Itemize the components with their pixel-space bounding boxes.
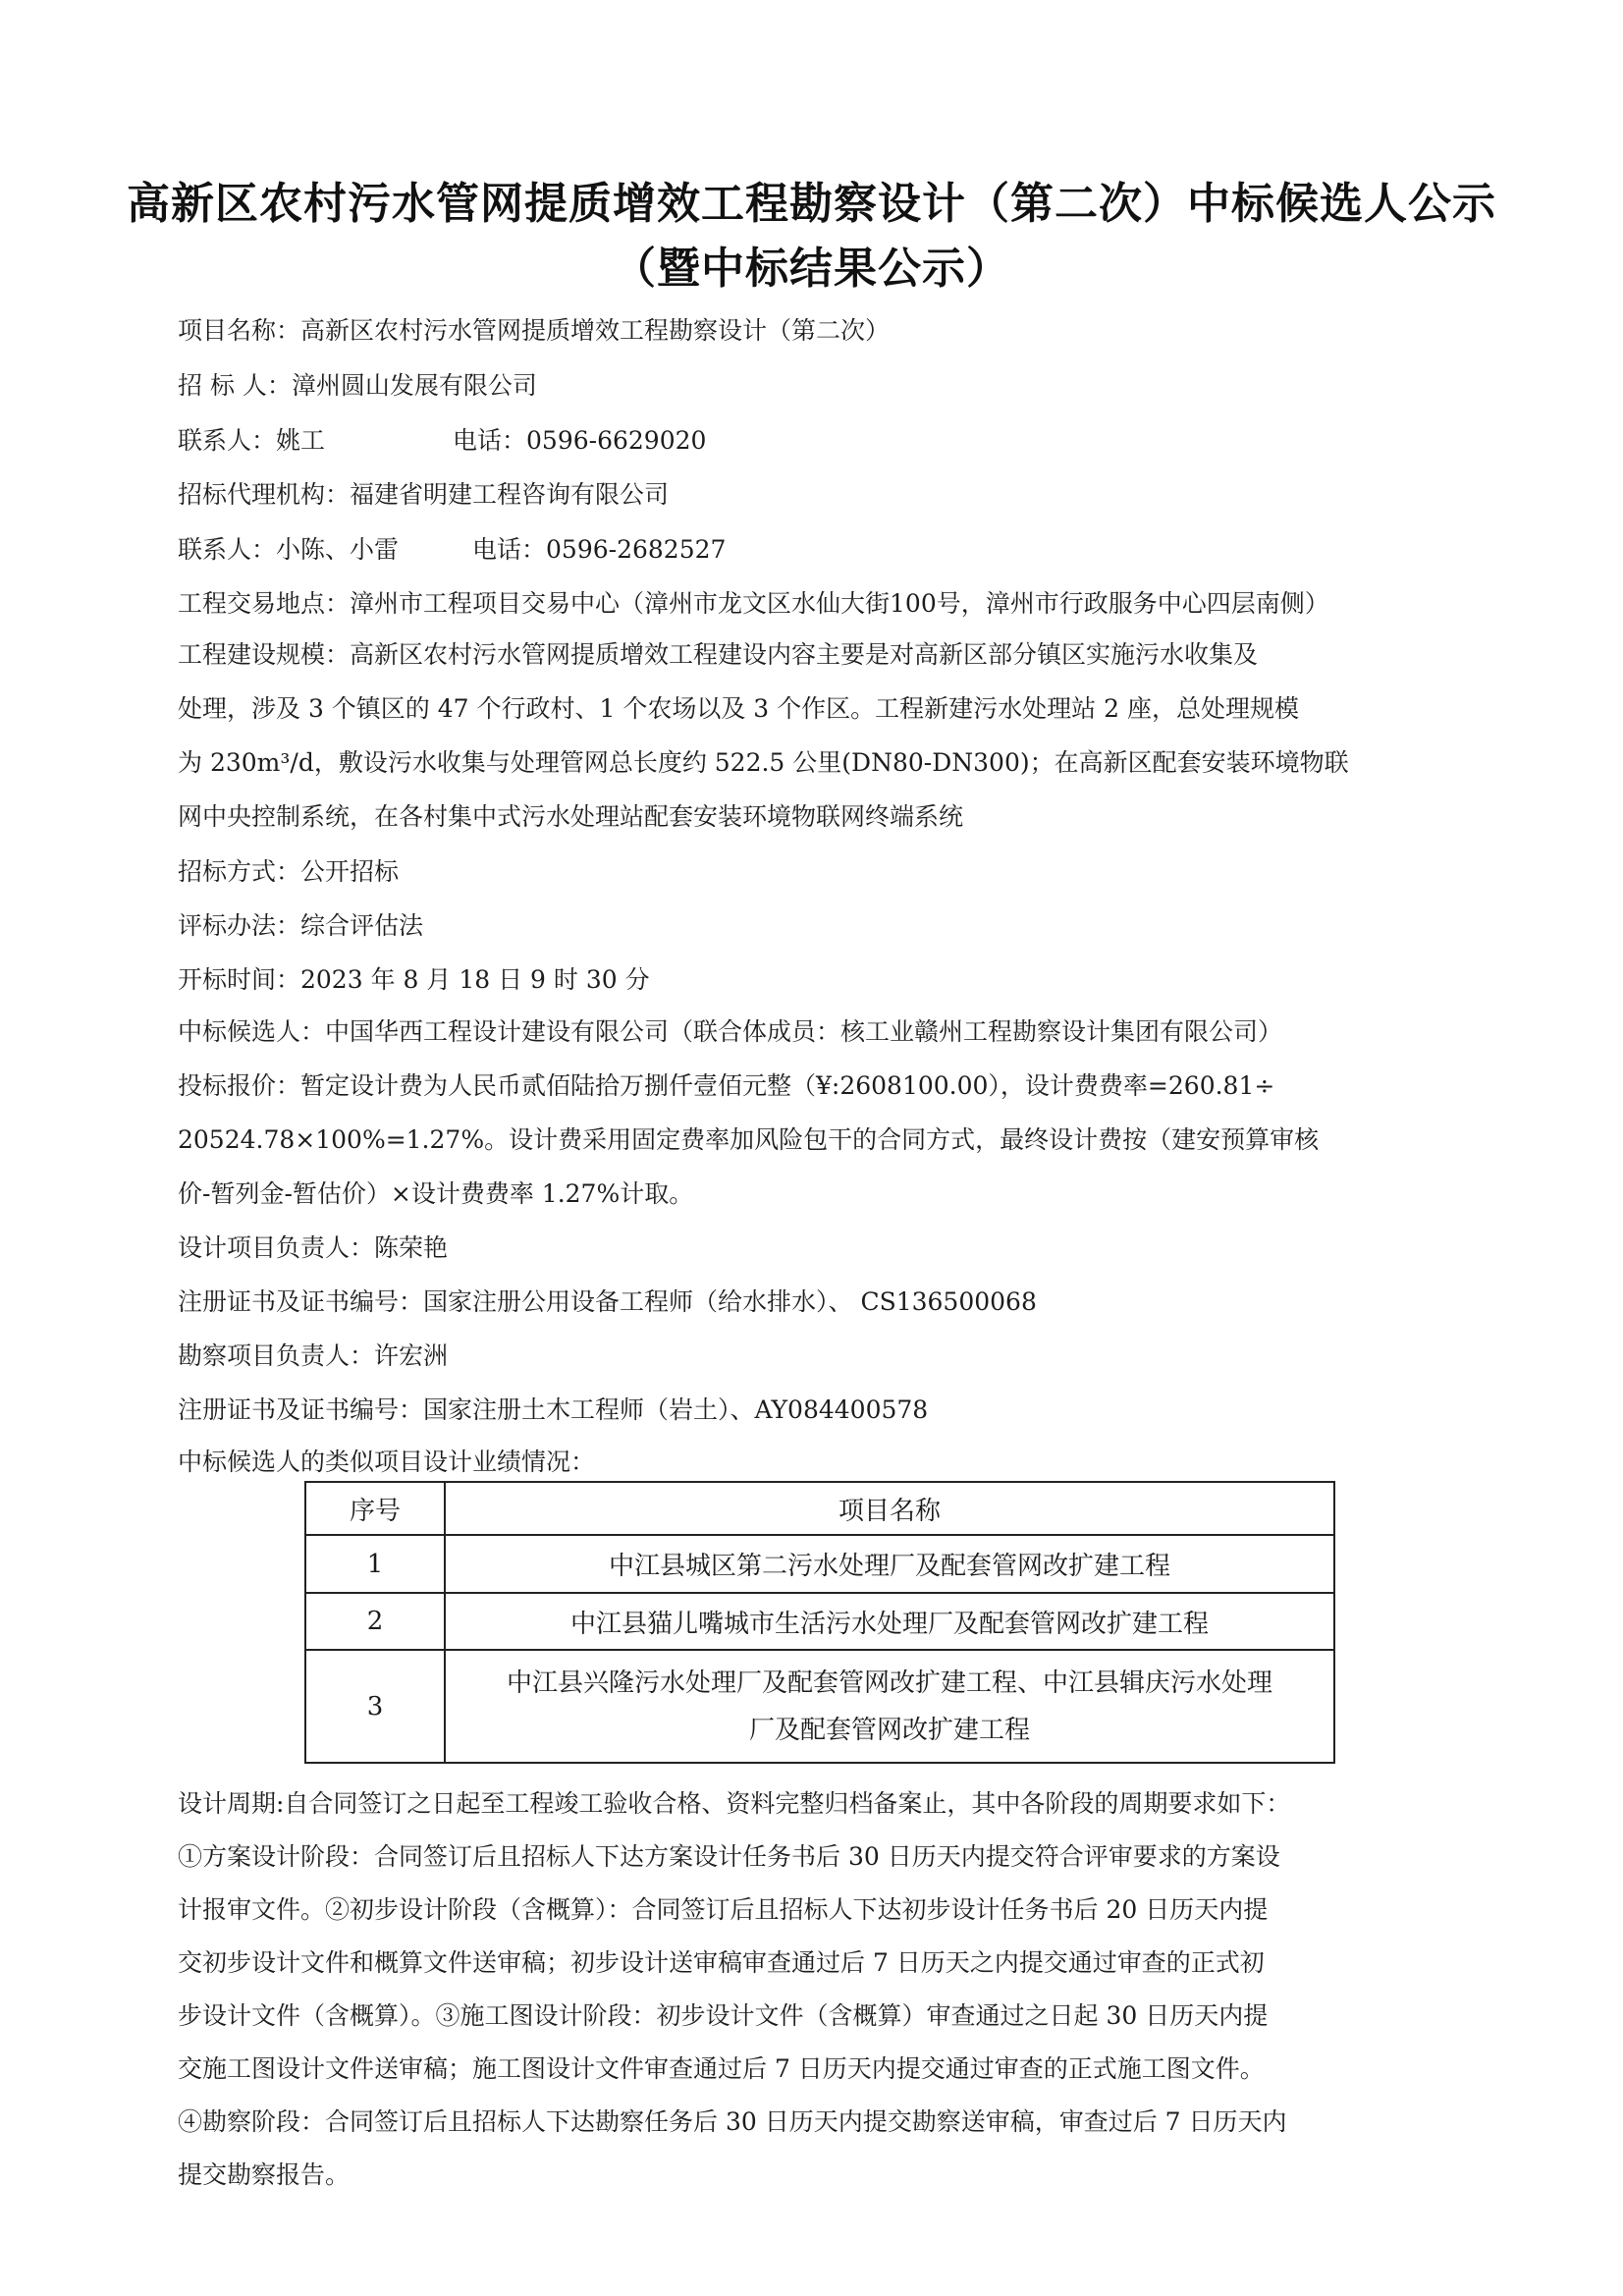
- table-row: [305, 1593, 1334, 1650]
- row-project-name: 中江县城区第二污水处理厂及配套管网改扩建工程: [445, 1535, 1334, 1593]
- tenderer-contact-phone: 电话：0596-6629020: [453, 426, 707, 455]
- row-serial: 2: [305, 1593, 445, 1650]
- tender-method-line: 招标方式：公开招标: [178, 857, 400, 886]
- period-line-2: ①方案设计阶段：合同签订后且招标人下达方案设计任务书后 30 日历天内提交符合评审要求的方案设: [178, 1842, 1280, 1871]
- scale-line-4: 网中央控制系统，在各村集中式污水处理站配套安装环境物联网终端系统: [178, 802, 964, 831]
- venue-line: 工程交易地点：漳州市工程项目交易中心（漳州市龙文区水仙大街100号，漳州市行政服务中心四层南侧）: [178, 589, 1329, 618]
- scale-line-1: 工程建设规模：高新区农村污水管网提质增效工程建设内容主要是对高新区部分镇区实施污水收集及: [178, 640, 1259, 669]
- period-line-4: 交初步设计文件和概算文件送审稿；初步设计送审稿审查通过后 7 日历天之内提交通过审查的正式初: [178, 1948, 1265, 1977]
- tenderer-line: 招 标 人：漳州圆山发展有限公司: [178, 371, 537, 400]
- table-row: [305, 1650, 1334, 1763]
- tenderer-contact-name: 联系人：姚工: [178, 426, 326, 455]
- row-project-name: [445, 1650, 1334, 1763]
- design-lead-line: 设计项目负责人：陈荣艳: [178, 1233, 449, 1262]
- tenderer-contact-line: [178, 424, 706, 458]
- row-project-name-line-2: 厂及配套管网改扩建工程: [748, 1715, 1030, 1745]
- period-line-8: 提交勘察报告。: [178, 2160, 351, 2189]
- period-line-7: ④勘察阶段：合同签订后且招标人下达勘察任务后 30 日历天内提交勘察送审稿，审查过后 7 日历天内: [178, 2107, 1287, 2136]
- agency-contact-line: [178, 533, 726, 567]
- scale-line-2: 处理，涉及 3 个镇区的 47 个行政村、1 个农场以及 3 个作区。工程新建污水处理站 2 座，总处理规模: [178, 694, 1299, 723]
- survey-lead-line: 勘察项目负责人：许宏洲: [178, 1341, 449, 1370]
- header-serial: 序号: [305, 1482, 445, 1535]
- performance-table: [304, 1481, 1335, 1764]
- period-line-1: 设计周期:自合同签订之日起至工程竣工验收合格、资料完整归档备案止，其中各阶段的周期要求如下：: [178, 1789, 1291, 1818]
- period-line-5: 步设计文件（含概算）。③施工图设计阶段：初步设计文件（含概算）审查通过之日起 30 日历天内提: [178, 2001, 1269, 2030]
- performance-intro-line: 中标候选人的类似项目设计业绩情况：: [178, 1448, 596, 1476]
- scale-line-3: 为 230m³/d，敷设污水收集与处理管网总长度约 522.5 公里(DN80-DN300)；在高新区配套安装环境物联: [178, 748, 1349, 777]
- period-line-6: 交施工图设计文件送审稿；施工图设计文件审查通过后 7 日历天内提交通过审查的正式施工图文件。: [178, 2054, 1265, 2083]
- agency-contact-phone: 电话：0596-2682527: [472, 535, 727, 564]
- survey-cert-line: 注册证书及证书编号：国家注册土木工程师（岩土）、AY084400578: [178, 1395, 929, 1424]
- row-serial: 1: [305, 1535, 445, 1593]
- header-project-name: 项目名称: [445, 1482, 1334, 1535]
- row-serial: 3: [305, 1650, 445, 1763]
- table-row: [305, 1535, 1334, 1593]
- period-line-3: 计报审文件。②初步设计阶段（含概算）：合同签订后且招标人下达初步设计任务书后 20 日历天内提: [178, 1895, 1269, 1924]
- price-line-1: 投标报价：暂定设计费为人民币贰佰陆拾万捌仟壹佰元整（¥:2608100.00），设计费费率=260.81÷: [178, 1071, 1275, 1100]
- agency-contact-name: 联系人：小陈、小雷: [178, 535, 400, 564]
- price-line-2: 20524.78×100%=1.27%。设计费采用固定费率加风险包干的合同方式，最终设计费按（建安预算审核: [178, 1125, 1320, 1154]
- design-cert-line: 注册证书及证书编号：国家注册公用设备工程师（给水排水）、 CS136500068: [178, 1287, 1037, 1316]
- opening-time-line: 开标时间：2023 年 8 月 18 日 9 时 30 分: [178, 965, 650, 994]
- table-header-row: [305, 1482, 1334, 1535]
- document-subtitle: （暨中标结果公示）: [613, 244, 1010, 294]
- evaluation-method-line: 评标办法：综合评估法: [178, 911, 424, 940]
- agency-line: 招标代理机构：福建省明建工程咨询有限公司: [178, 480, 670, 509]
- price-line-3: 价-暂列金-暂估价）×设计费费率 1.27%计取。: [178, 1179, 694, 1208]
- row-project-name: 中江县猫儿嘴城市生活污水处理厂及配套管网改扩建工程: [445, 1593, 1334, 1650]
- project-name-line: 项目名称：高新区农村污水管网提质增效工程勘察设计（第二次）: [178, 316, 891, 345]
- row-project-name-line-1: 中江县兴隆污水处理厂及配套管网改扩建工程、中江县辑庆污水处理: [506, 1667, 1272, 1698]
- document-title: 高新区农村污水管网提质增效工程勘察设计（第二次）中标候选人公示: [127, 179, 1496, 229]
- candidate-line: 中标候选人：中国华西工程设计建设有限公司（联合体成员：核工业赣州工程勘察设计集团有限公司）: [178, 1017, 1283, 1046]
